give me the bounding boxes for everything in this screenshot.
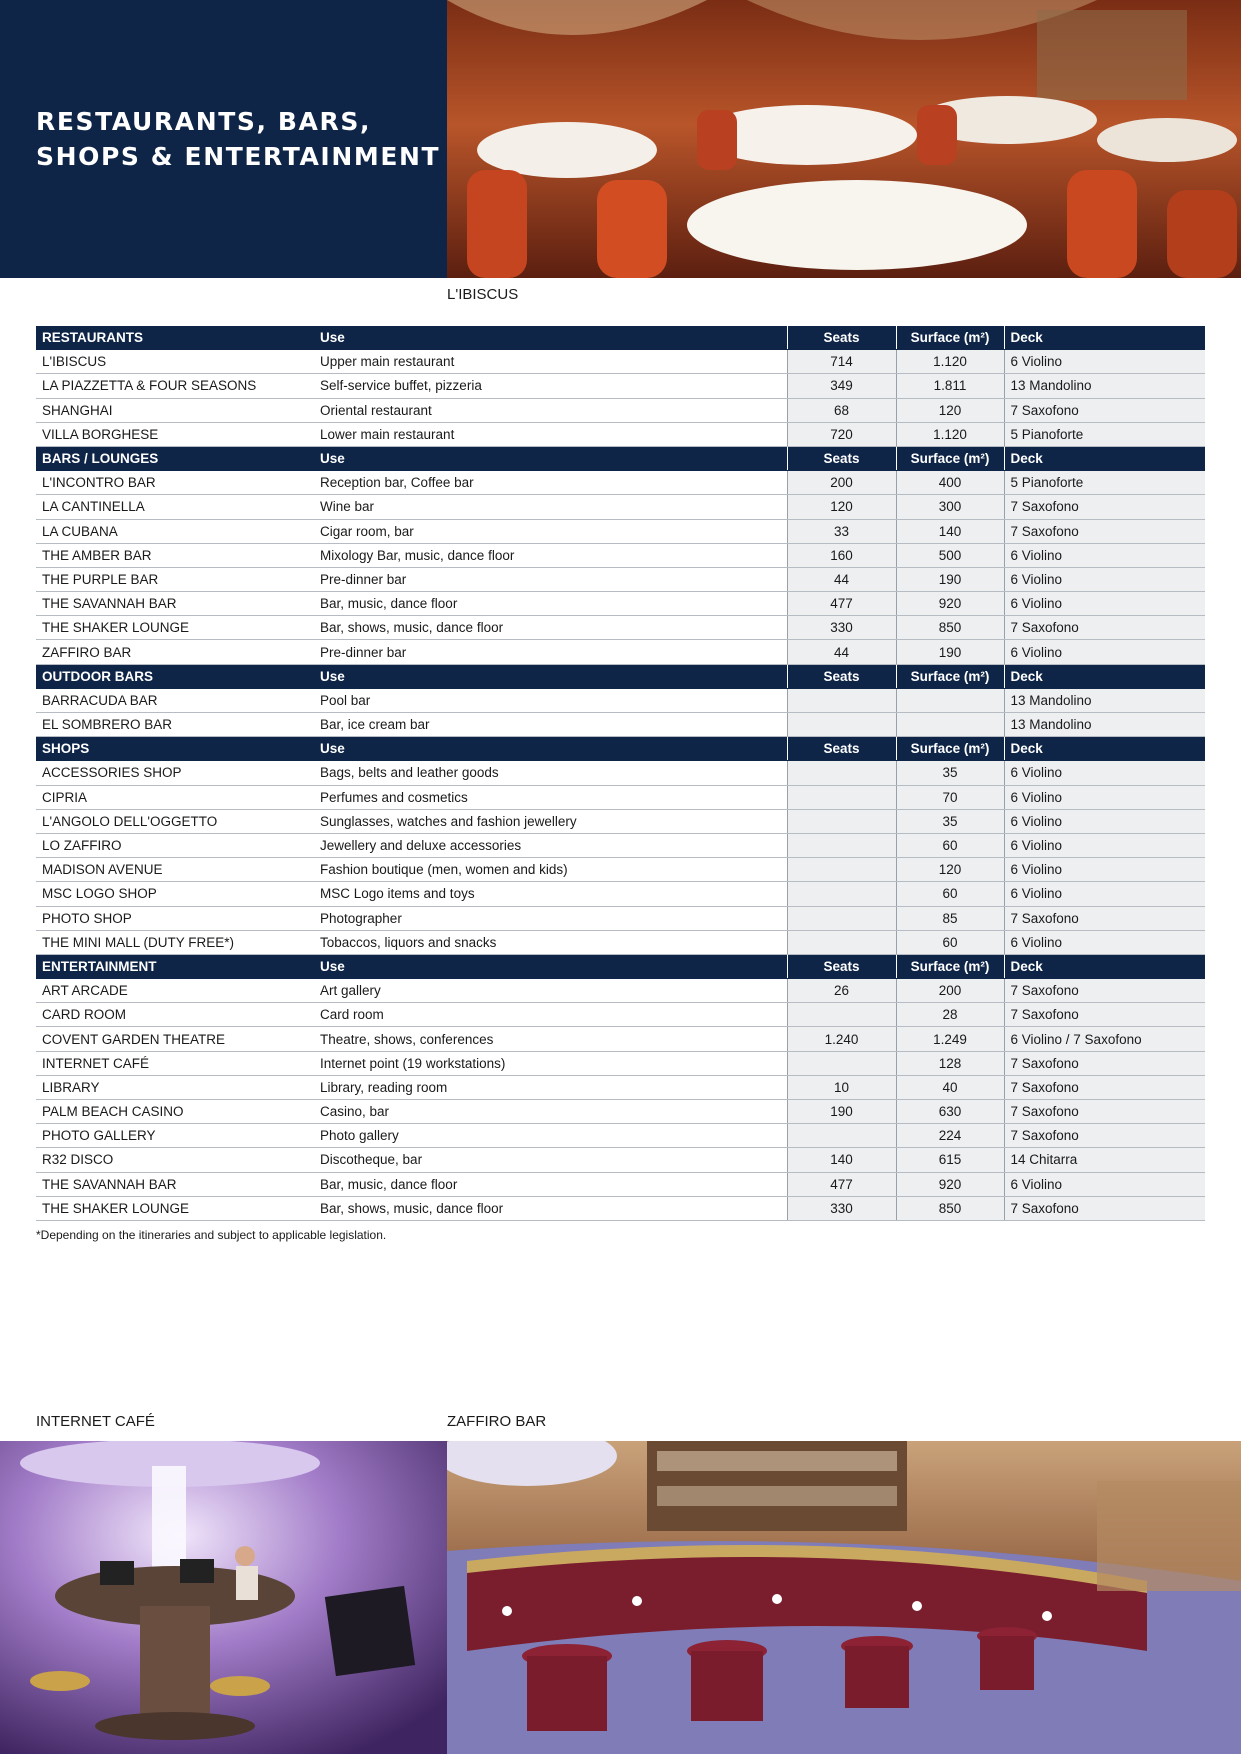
venue-use: Pre-dinner bar <box>314 567 787 591</box>
venue-name: PALM BEACH CASINO <box>36 1100 314 1124</box>
venue-use: Photographer <box>314 906 787 930</box>
section-heading: SHOPS <box>36 737 314 761</box>
table-row <box>36 688 1205 712</box>
column-header-seats: Seats <box>787 326 896 350</box>
venue-use: MSC Logo items and toys <box>314 882 787 906</box>
table-row <box>36 930 1205 954</box>
venue-seats <box>787 906 896 930</box>
venue-deck: 14 Chitarra <box>1004 1148 1205 1172</box>
venue-seats <box>787 858 896 882</box>
venue-surface: 630 <box>896 1100 1004 1124</box>
venue-use: Perfumes and cosmetics <box>314 785 787 809</box>
venue-use: Bar, music, dance floor <box>314 592 787 616</box>
venue-use: Bar, music, dance floor <box>314 1172 787 1196</box>
venue-name: INTERNET CAFÉ <box>36 1051 314 1075</box>
venue-deck: 7 Saxofono <box>1004 1196 1205 1220</box>
venue-name: ACCESSORIES SHOP <box>36 761 314 785</box>
venue-use: Art gallery <box>314 979 787 1003</box>
venue-name: PHOTO GALLERY <box>36 1124 314 1148</box>
venue-surface: 60 <box>896 882 1004 906</box>
venue-seats <box>787 1051 896 1075</box>
column-header-deck: Deck <box>1004 737 1205 761</box>
venue-use: Bar, ice cream bar <box>314 713 787 737</box>
venue-surface: 60 <box>896 833 1004 857</box>
table-row <box>36 1148 1205 1172</box>
table-row <box>36 1003 1205 1027</box>
venue-deck: 7 Saxofono <box>1004 1051 1205 1075</box>
venue-use: Photo gallery <box>314 1124 787 1148</box>
venue-deck: 6 Violino <box>1004 858 1205 882</box>
page-title-line-1: RESTAURANTS, BARS, <box>36 107 372 136</box>
venue-seats: 160 <box>787 543 896 567</box>
venue-name: CARD ROOM <box>36 1003 314 1027</box>
venue-surface: 850 <box>896 616 1004 640</box>
table-row <box>36 1172 1205 1196</box>
table-row <box>36 1100 1205 1124</box>
venue-seats <box>787 882 896 906</box>
venue-surface: 120 <box>896 398 1004 422</box>
venue-deck: 6 Violino <box>1004 785 1205 809</box>
venue-surface: 224 <box>896 1124 1004 1148</box>
table-row <box>36 495 1205 519</box>
venues-table <box>36 326 1205 1221</box>
venue-use: Cigar room, bar <box>314 519 787 543</box>
venue-name: THE AMBER BAR <box>36 543 314 567</box>
table-row <box>36 906 1205 930</box>
venue-surface: 190 <box>896 567 1004 591</box>
venue-seats: 330 <box>787 616 896 640</box>
venue-seats: 33 <box>787 519 896 543</box>
venue-name: CIPRIA <box>36 785 314 809</box>
venue-surface <box>896 688 1004 712</box>
column-header-seats: Seats <box>787 446 896 470</box>
column-header-surface: Surface (m²) <box>896 664 1004 688</box>
table-row <box>36 785 1205 809</box>
column-header-use: Use <box>314 737 787 761</box>
venue-seats: 68 <box>787 398 896 422</box>
venue-use: Library, reading room <box>314 1075 787 1099</box>
venue-surface: 128 <box>896 1051 1004 1075</box>
venue-surface: 400 <box>896 471 1004 495</box>
column-header-surface: Surface (m²) <box>896 737 1004 761</box>
venue-surface: 85 <box>896 906 1004 930</box>
section-header-restaurants <box>36 326 1205 350</box>
venue-surface: 500 <box>896 543 1004 567</box>
venue-use: Bar, shows, music, dance floor <box>314 616 787 640</box>
restaurant-photo-caption: L'IBISCUS <box>447 286 519 303</box>
venue-name: COVENT GARDEN THEATRE <box>36 1027 314 1051</box>
venue-seats <box>787 930 896 954</box>
restaurant-photo <box>447 0 1241 278</box>
venue-name: ART ARCADE <box>36 979 314 1003</box>
zaffiro-bar-photo <box>447 1441 1241 1754</box>
venue-surface: 300 <box>896 495 1004 519</box>
venue-deck: 13 Mandolino <box>1004 374 1205 398</box>
venue-name: EL SOMBRERO BAR <box>36 713 314 737</box>
venue-seats: 1.240 <box>787 1027 896 1051</box>
venue-name: ZAFFIRO BAR <box>36 640 314 664</box>
table-row <box>36 1027 1205 1051</box>
table-row <box>36 398 1205 422</box>
table-row <box>36 1124 1205 1148</box>
column-header-deck: Deck <box>1004 446 1205 470</box>
venue-deck: 7 Saxofono <box>1004 906 1205 930</box>
venue-deck: 6 Violino <box>1004 640 1205 664</box>
venue-surface: 60 <box>896 930 1004 954</box>
venue-deck: 7 Saxofono <box>1004 398 1205 422</box>
venue-name: THE SHAKER LOUNGE <box>36 616 314 640</box>
venue-surface: 140 <box>896 519 1004 543</box>
venue-seats <box>787 785 896 809</box>
venue-seats: 120 <box>787 495 896 519</box>
venue-name: THE SAVANNAH BAR <box>36 592 314 616</box>
section-header-bars-lounges <box>36 446 1205 470</box>
table-row <box>36 471 1205 495</box>
venue-seats: 44 <box>787 567 896 591</box>
venue-seats: 714 <box>787 350 896 374</box>
restaurant-photo-graphic <box>447 0 1241 278</box>
venue-use: Oriental restaurant <box>314 398 787 422</box>
column-header-seats: Seats <box>787 954 896 978</box>
venue-name: R32 DISCO <box>36 1148 314 1172</box>
venue-deck: 13 Mandolino <box>1004 713 1205 737</box>
venue-use: Discotheque, bar <box>314 1148 787 1172</box>
venue-deck: 6 Violino <box>1004 1172 1205 1196</box>
column-header-seats: Seats <box>787 737 896 761</box>
venue-use: Theatre, shows, conferences <box>314 1027 787 1051</box>
venue-seats: 44 <box>787 640 896 664</box>
venue-surface: 920 <box>896 592 1004 616</box>
venues-table-grid <box>36 326 1205 1221</box>
venue-name: MADISON AVENUE <box>36 858 314 882</box>
venue-surface <box>896 713 1004 737</box>
venue-name: LIBRARY <box>36 1075 314 1099</box>
table-row <box>36 1075 1205 1099</box>
venue-seats: 200 <box>787 471 896 495</box>
table-row <box>36 1051 1205 1075</box>
venue-use: Mixology Bar, music, dance floor <box>314 543 787 567</box>
venue-surface: 120 <box>896 858 1004 882</box>
venue-deck: 5 Pianoforte <box>1004 422 1205 446</box>
table-row <box>36 592 1205 616</box>
venue-name: SHANGHAI <box>36 398 314 422</box>
table-row <box>36 422 1205 446</box>
venue-use: Jewellery and deluxe accessories <box>314 833 787 857</box>
venue-seats: 477 <box>787 592 896 616</box>
venue-surface: 1.120 <box>896 422 1004 446</box>
footnote: *Depending on the itineraries and subject to applicable legislation. <box>36 1228 387 1242</box>
venue-surface: 920 <box>896 1172 1004 1196</box>
column-header-use: Use <box>314 954 787 978</box>
venue-seats <box>787 833 896 857</box>
zaffiro-bar-photo-graphic <box>447 1441 1241 1754</box>
venue-deck: 6 Violino <box>1004 833 1205 857</box>
venue-deck: 7 Saxofono <box>1004 979 1205 1003</box>
internet-cafe-photo-graphic <box>0 1441 447 1754</box>
venue-name: LA CANTINELLA <box>36 495 314 519</box>
table-row <box>36 616 1205 640</box>
venue-deck: 5 Pianoforte <box>1004 471 1205 495</box>
venue-deck: 7 Saxofono <box>1004 1075 1205 1099</box>
table-row <box>36 1196 1205 1220</box>
venue-deck: 7 Saxofono <box>1004 1003 1205 1027</box>
venue-use: Fashion boutique (men, women and kids) <box>314 858 787 882</box>
table-row <box>36 640 1205 664</box>
page-title <box>36 104 440 174</box>
column-header-seats: Seats <box>787 664 896 688</box>
venue-use: Sunglasses, watches and fashion jewellery <box>314 809 787 833</box>
venue-deck: 7 Saxofono <box>1004 1124 1205 1148</box>
table-row <box>36 809 1205 833</box>
venue-surface: 200 <box>896 979 1004 1003</box>
column-header-use: Use <box>314 664 787 688</box>
venue-use: Bags, belts and leather goods <box>314 761 787 785</box>
venue-use: Wine bar <box>314 495 787 519</box>
venue-use: Bar, shows, music, dance floor <box>314 1196 787 1220</box>
venue-deck: 6 Violino / 7 Saxofono <box>1004 1027 1205 1051</box>
venue-use: Internet point (19 workstations) <box>314 1051 787 1075</box>
venue-seats: 26 <box>787 979 896 1003</box>
venue-deck: 6 Violino <box>1004 761 1205 785</box>
venue-name: L'INCONTRO BAR <box>36 471 314 495</box>
venue-use: Lower main restaurant <box>314 422 787 446</box>
venue-name: THE PURPLE BAR <box>36 567 314 591</box>
venue-deck: 6 Violino <box>1004 882 1205 906</box>
venue-seats: 349 <box>787 374 896 398</box>
table-row <box>36 833 1205 857</box>
section-heading: RESTAURANTS <box>36 326 314 350</box>
venue-seats <box>787 761 896 785</box>
venue-name: L'ANGOLO DELL'OGGETTO <box>36 809 314 833</box>
venue-deck: 6 Violino <box>1004 543 1205 567</box>
venue-name: THE MINI MALL (DUTY FREE*) <box>36 930 314 954</box>
venue-name: LO ZAFFIRO <box>36 833 314 857</box>
venue-use: Reception bar, Coffee bar <box>314 471 787 495</box>
table-row <box>36 858 1205 882</box>
venue-deck: 6 Violino <box>1004 809 1205 833</box>
venue-seats <box>787 688 896 712</box>
venue-seats: 10 <box>787 1075 896 1099</box>
venue-use: Tobaccos, liquors and snacks <box>314 930 787 954</box>
venue-deck: 6 Violino <box>1004 930 1205 954</box>
venue-seats <box>787 1124 896 1148</box>
column-header-use: Use <box>314 326 787 350</box>
internet-cafe-photo <box>0 1441 447 1754</box>
table-row <box>36 374 1205 398</box>
section-heading: OUTDOOR BARS <box>36 664 314 688</box>
venue-surface: 190 <box>896 640 1004 664</box>
column-header-deck: Deck <box>1004 664 1205 688</box>
venue-name: BARRACUDA BAR <box>36 688 314 712</box>
venue-deck: 7 Saxofono <box>1004 519 1205 543</box>
venue-seats: 190 <box>787 1100 896 1124</box>
venue-name: LA PIAZZETTA & FOUR SEASONS <box>36 374 314 398</box>
venue-use: Casino, bar <box>314 1100 787 1124</box>
venue-deck: 7 Saxofono <box>1004 495 1205 519</box>
section-header-entertainment <box>36 954 1205 978</box>
venue-surface: 35 <box>896 761 1004 785</box>
venue-name: THE SHAKER LOUNGE <box>36 1196 314 1220</box>
venue-surface: 35 <box>896 809 1004 833</box>
section-header-shops <box>36 737 1205 761</box>
venue-deck: 6 Violino <box>1004 350 1205 374</box>
venue-surface: 1.249 <box>896 1027 1004 1051</box>
venue-deck: 7 Saxofono <box>1004 616 1205 640</box>
venue-surface: 615 <box>896 1148 1004 1172</box>
venue-name: THE SAVANNAH BAR <box>36 1172 314 1196</box>
column-header-surface: Surface (m²) <box>896 326 1004 350</box>
venue-use: Upper main restaurant <box>314 350 787 374</box>
title-panel <box>0 0 447 278</box>
table-row <box>36 350 1205 374</box>
venue-seats: 477 <box>787 1172 896 1196</box>
venue-name: VILLA BORGHESE <box>36 422 314 446</box>
column-header-surface: Surface (m²) <box>896 446 1004 470</box>
venue-surface: 40 <box>896 1075 1004 1099</box>
zaffiro-bar-caption: ZAFFIRO BAR <box>447 1413 547 1430</box>
venue-surface: 850 <box>896 1196 1004 1220</box>
venue-seats: 330 <box>787 1196 896 1220</box>
table-row <box>36 543 1205 567</box>
venue-surface: 1.120 <box>896 350 1004 374</box>
venue-use: Card room <box>314 1003 787 1027</box>
venue-seats <box>787 809 896 833</box>
column-header-deck: Deck <box>1004 954 1205 978</box>
column-header-deck: Deck <box>1004 326 1205 350</box>
table-row <box>36 519 1205 543</box>
internet-cafe-caption: INTERNET CAFÉ <box>36 1413 155 1430</box>
table-row <box>36 761 1205 785</box>
venue-seats: 140 <box>787 1148 896 1172</box>
venue-surface: 1.811 <box>896 374 1004 398</box>
venue-surface: 70 <box>896 785 1004 809</box>
venue-name: PHOTO SHOP <box>36 906 314 930</box>
venue-use: Pre-dinner bar <box>314 640 787 664</box>
table-row <box>36 979 1205 1003</box>
column-header-surface: Surface (m²) <box>896 954 1004 978</box>
venue-seats <box>787 1003 896 1027</box>
venue-deck: 6 Violino <box>1004 592 1205 616</box>
venue-deck: 7 Saxofono <box>1004 1100 1205 1124</box>
venue-use: Self-service buffet, pizzeria <box>314 374 787 398</box>
venue-use: Pool bar <box>314 688 787 712</box>
table-row <box>36 882 1205 906</box>
page-title-line-2: SHOPS & ENTERTAINMENT <box>36 142 441 171</box>
venue-name: L'IBISCUS <box>36 350 314 374</box>
section-header-outdoor-bars <box>36 664 1205 688</box>
table-row <box>36 713 1205 737</box>
venue-deck: 13 Mandolino <box>1004 688 1205 712</box>
venue-seats <box>787 713 896 737</box>
section-heading: ENTERTAINMENT <box>36 954 314 978</box>
venue-seats: 720 <box>787 422 896 446</box>
venue-name: LA CUBANA <box>36 519 314 543</box>
table-row <box>36 567 1205 591</box>
venue-name: MSC LOGO SHOP <box>36 882 314 906</box>
column-header-use: Use <box>314 446 787 470</box>
venue-surface: 28 <box>896 1003 1004 1027</box>
section-heading: BARS / LOUNGES <box>36 446 314 470</box>
venues-table-body <box>36 326 1205 1220</box>
venue-deck: 6 Violino <box>1004 567 1205 591</box>
